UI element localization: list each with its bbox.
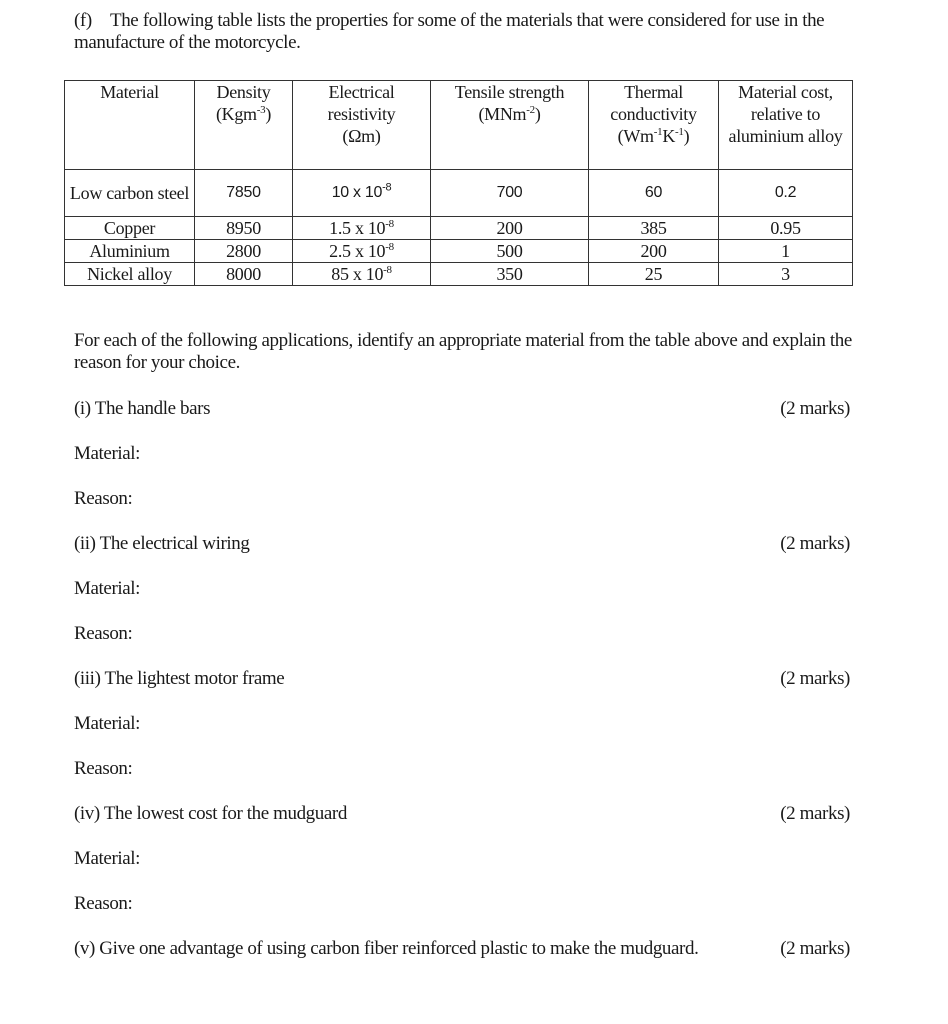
header-material: Material: [65, 81, 195, 170]
cell-resistivity: 2.5 x $10^{-8}$: [293, 240, 431, 263]
cell-cost: 0.95: [719, 217, 853, 240]
table-row: [65, 217, 853, 240]
cell-density: 7850: [195, 170, 293, 217]
question-iii-reason-label: Reason:: [74, 758, 133, 779]
cell-density: 2800: [195, 240, 293, 263]
header-tensile-strength: Tensile strength (MNm$^{-2}$): [431, 81, 589, 170]
cell-material: Aluminium: [65, 240, 195, 263]
question-i-material-label: Material:: [74, 443, 141, 464]
question-ii-text: (ii) The electrical wiring: [74, 533, 250, 554]
header-material-cost: Material cost, relative to aluminium alloy: [719, 81, 853, 170]
question-i-marks: (2 marks): [780, 398, 850, 419]
header-thermal-conductivity: Thermal conductivity $(Wm^{-1}K^{-1})$: [589, 81, 719, 170]
question-v-text: (v) Give one advantage of using carbon fiber reinforced plastic to make the mudguard.: [74, 938, 699, 959]
cell-thermal: 200: [589, 240, 719, 263]
cell-tensile: 200: [431, 217, 589, 240]
cell-resistivity: 1.5 x $10^{-8}$: [293, 217, 431, 240]
cell-resistivity: 85 x $10^{-8}$: [293, 263, 431, 286]
question-iv-reason-label: Reason:: [74, 893, 133, 914]
question-iv-text: (iv) The lowest cost for the mudguard: [74, 803, 347, 824]
cell-thermal: 60: [589, 170, 719, 217]
question-i-text: (i) The handle bars: [74, 398, 211, 419]
table-row: [65, 170, 853, 217]
question-intro: [74, 10, 874, 54]
intro-text: The following table lists the properties for some of the materials that were considered for use in the manufacture of the motorcycle.: [74, 10, 825, 53]
materials-table: [64, 80, 853, 286]
question-i-reason-label: Reason:: [74, 488, 133, 509]
table-row: [65, 240, 853, 263]
table-row: [65, 263, 853, 286]
header-density: Density (Kgm$^{-3}$): [195, 81, 293, 170]
instruction-text: For each of the following applications, identify an appropriate material from the table above and explain the reason for your choice.: [74, 330, 852, 373]
cell-cost: 1: [719, 240, 853, 263]
header-electrical-resistivity: Electrical resistivity (Ωm): [293, 81, 431, 170]
cell-density: 8000: [195, 263, 293, 286]
cell-thermal: 385: [589, 217, 719, 240]
question-iv-marks: (2 marks): [780, 803, 850, 824]
cell-resistivity: 10 x $10^{-8}$: [293, 170, 431, 217]
cell-cost: 3: [719, 263, 853, 286]
question-ii-reason-label: Reason:: [74, 623, 133, 644]
question-ii-marks: (2 marks): [780, 533, 850, 554]
question-iii-material-label: Material:: [74, 713, 141, 734]
question-ii-material-label: Material:: [74, 578, 141, 599]
question-iii-text: (iii) The lightest motor frame: [74, 668, 285, 689]
cell-material: Copper: [65, 217, 195, 240]
question-v-marks: (2 marks): [780, 938, 850, 959]
question-iii-marks: (2 marks): [780, 668, 850, 689]
question-label: (f): [74, 10, 92, 31]
cell-density: 8950: [195, 217, 293, 240]
cell-material: Low carbon steel: [65, 170, 195, 217]
table-header-row: [65, 81, 853, 170]
question-iv-material-label: Material:: [74, 848, 141, 869]
cell-tensile: 500: [431, 240, 589, 263]
cell-tensile: 700: [431, 170, 589, 217]
cell-thermal: 25: [589, 263, 719, 286]
cell-cost: 0.2: [719, 170, 853, 217]
cell-material: Nickel alloy: [65, 263, 195, 286]
cell-tensile: 350: [431, 263, 589, 286]
